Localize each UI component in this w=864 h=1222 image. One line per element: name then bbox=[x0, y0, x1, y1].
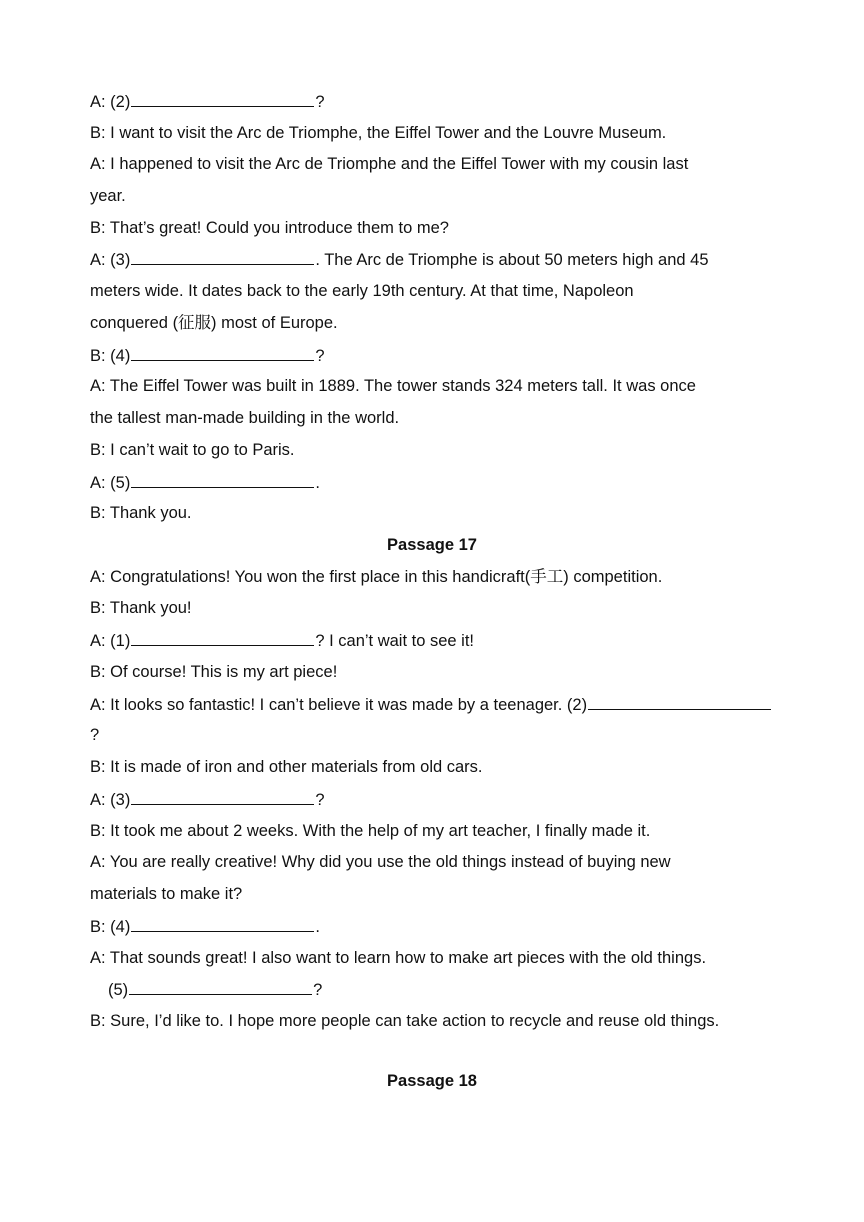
dialogue-line: B: Thank you. bbox=[90, 504, 192, 522]
line-text: . The Arc de Triomphe is about 50 meters high and 45 bbox=[315, 251, 709, 269]
line-text: ? I can’t wait to see it! bbox=[315, 632, 475, 650]
dialogue-line: A: Congratulations! You won the first place in this handicraft(手工) competition. bbox=[90, 568, 663, 586]
dialogue-line bbox=[90, 916, 320, 937]
line-text: ? bbox=[315, 791, 325, 809]
dialogue-line bbox=[90, 249, 709, 270]
dialogue-line bbox=[90, 472, 320, 493]
line-text: A: (2) bbox=[90, 93, 131, 111]
line-text: A: (3) bbox=[90, 791, 131, 809]
passage-heading: Passage 17 bbox=[387, 536, 477, 554]
dialogue-line bbox=[90, 345, 325, 366]
line-text: B: (4) bbox=[90, 347, 131, 365]
dialogue-line: B: It took me about 2 weeks. With the help of my art teacher, I finally made it. bbox=[90, 822, 651, 840]
answer-blank[interactable] bbox=[129, 979, 312, 995]
answer-blank[interactable] bbox=[131, 789, 314, 805]
dialogue-line bbox=[90, 789, 325, 810]
dialogue-line bbox=[90, 91, 325, 112]
dialogue-line: conquered (征服) most of Europe. bbox=[90, 314, 338, 332]
line-text: . bbox=[315, 474, 320, 492]
line-text: ? bbox=[313, 981, 323, 999]
answer-blank[interactable] bbox=[131, 249, 314, 265]
line-text: A: It looks so fantastic! I can’t believe it was made by a teenager. (2) bbox=[90, 696, 588, 714]
dialogue-line: B: That’s great! Could you introduce them to me? bbox=[90, 219, 449, 237]
dialogue-line: B: Sure, I’d like to. I hope more people can take action to recycle and reuse old things. bbox=[90, 1012, 720, 1030]
dialogue-line: B: I want to visit the Arc de Triomphe, the Eiffel Tower and the Louvre Museum. bbox=[90, 124, 667, 142]
dialogue-line: A: You are really creative! Why did you use the old things instead of buying new bbox=[90, 853, 671, 871]
line-text: (5) bbox=[108, 981, 129, 999]
dialogue-line: A: The Eiffel Tower was built in 1889. The tower stands 324 meters tall. It was once bbox=[90, 377, 696, 395]
dialogue-line: meters wide. It dates back to the early 19th century. At that time, Napoleon bbox=[90, 282, 634, 300]
answer-blank[interactable] bbox=[131, 345, 314, 361]
dialogue-line: B: I can’t wait to go to Paris. bbox=[90, 441, 295, 459]
dialogue-line: A: That sounds great! I also want to learn how to make art pieces with the old things. bbox=[90, 949, 707, 967]
line-text: ? bbox=[315, 93, 325, 111]
dialogue-line: B: Of course! This is my art piece! bbox=[90, 663, 338, 681]
dialogue-line: year. bbox=[90, 187, 126, 205]
dialogue-line: the tallest man-made building in the world. bbox=[90, 409, 400, 427]
answer-blank[interactable] bbox=[131, 916, 314, 932]
dialogue-line: B: It is made of iron and other materials from old cars. bbox=[90, 758, 483, 776]
passage-heading: Passage 18 bbox=[387, 1072, 477, 1090]
answer-blank[interactable] bbox=[131, 91, 314, 107]
dialogue-line: ? bbox=[90, 726, 100, 744]
dialogue-line bbox=[108, 979, 322, 1000]
answer-blank[interactable] bbox=[131, 630, 314, 646]
dialogue-line: materials to make it? bbox=[90, 885, 243, 903]
line-text: A: (1) bbox=[90, 632, 131, 650]
line-text: ? bbox=[315, 347, 325, 365]
dialogue-line bbox=[90, 630, 474, 651]
dialogue-line bbox=[90, 694, 772, 715]
dialogue-line: B: Thank you! bbox=[90, 599, 192, 617]
line-text: B: (4) bbox=[90, 918, 131, 936]
answer-blank[interactable] bbox=[131, 472, 314, 488]
line-text: A: (3) bbox=[90, 251, 131, 269]
answer-blank[interactable] bbox=[588, 694, 771, 710]
dialogue-line: A: I happened to visit the Arc de Triomphe and the Eiffel Tower with my cousin last bbox=[90, 155, 689, 173]
line-text: . bbox=[315, 918, 320, 936]
line-text: A: (5) bbox=[90, 474, 131, 492]
